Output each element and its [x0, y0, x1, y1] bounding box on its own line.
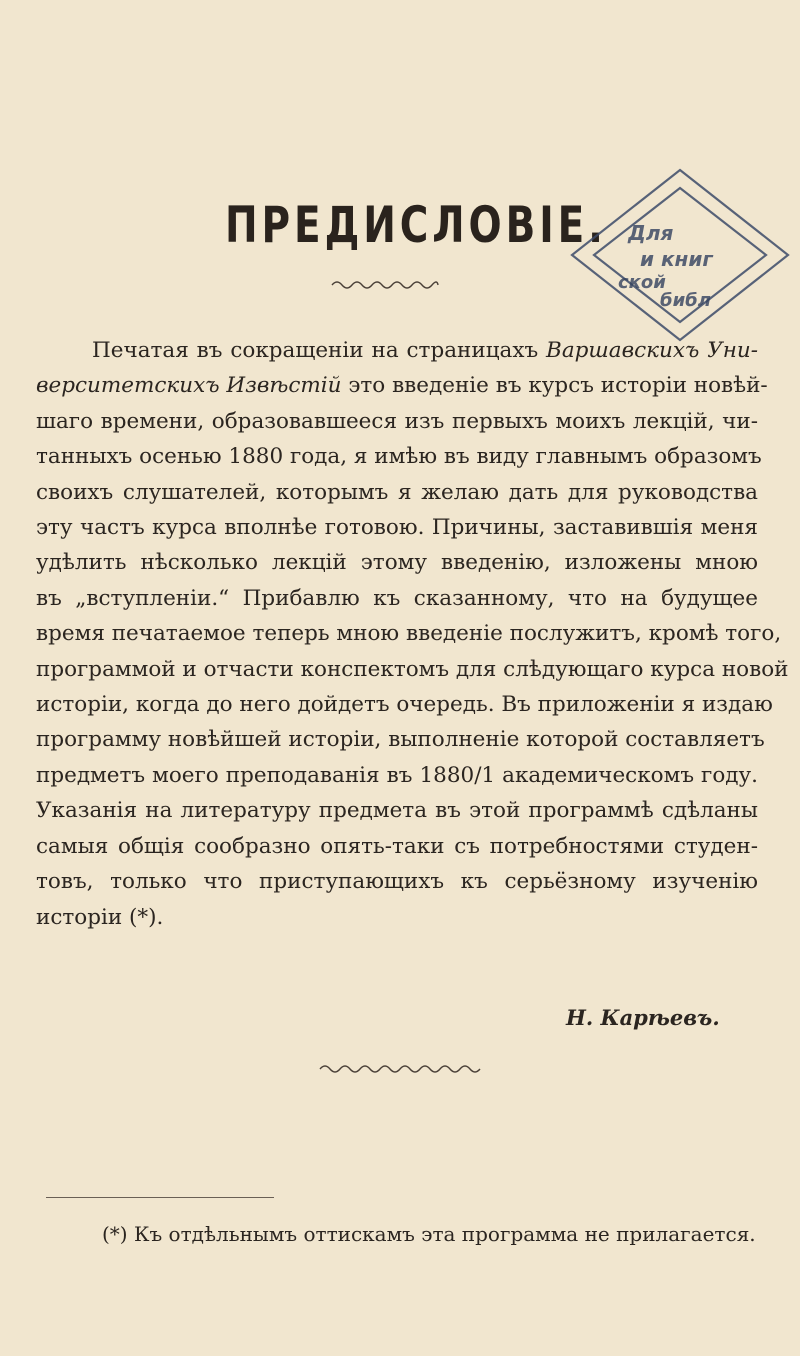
text-line-3: шаго времени, образовавшееся изъ первыхъ моихъ лекцій, чи-: [36, 408, 758, 434]
preface-body: [36, 333, 789, 935]
end-ornament: [318, 1062, 483, 1076]
title-ornament: [330, 278, 440, 292]
text-line-2: верситетскихъ Извѣстій это введеніе въ курсъ исторіи новѣй-: [36, 373, 768, 399]
library-stamp: [560, 160, 800, 350]
stamp-line-3: ской: [618, 272, 666, 293]
text-line-5: своихъ слушателей, которымъ я желаю дать для руководства: [36, 479, 758, 505]
text-line-16: товъ, только что приступающихъ къ серьёзному изученію: [36, 869, 758, 895]
text-line-4: танныхъ осенью 1880 года, я имѣю въ виду главнымъ образомъ: [36, 444, 762, 470]
text-line-6: эту частъ курса вполнѣе готовою. Причины, заставившія меня: [36, 515, 758, 541]
stamp-line-2: и книг: [640, 247, 713, 271]
text-line-1: Печатая въ сокращеніи на страницахъ Варшавскихъ Уни-: [92, 338, 759, 363]
author-signature: Н. Карѣевъ.: [566, 1005, 720, 1030]
text-line-7: удѣлить нѣсколько лекцій этому введенію, изложены мною: [36, 550, 758, 576]
footnote: (*) Къ отдѣльнымъ оттискамъ эта программа не прилагается.: [102, 1222, 756, 1246]
text-line-8: въ „вступленіи.“ Прибавлю къ сказанному, что на будущее: [36, 585, 758, 611]
stamp-line-1: Для: [628, 221, 674, 245]
text-line-17: исторіи (*).: [36, 904, 164, 930]
text-line-14: Указанія на литературу предмета въ этой программѣ сдѣланы: [36, 798, 758, 824]
stamp-line-4: библ: [660, 290, 711, 311]
page-title: ПРЕДИСЛОВІЕ.: [225, 196, 607, 254]
text-line-10: программой и отчасти конспектомъ для слѣдующаго курса новой: [36, 656, 789, 682]
footnote-rule: [46, 1197, 274, 1198]
text-line-12: программу новѣйшей исторіи, выполненіе которой составляетъ: [36, 727, 765, 753]
text-line-15: самыя общія сообразно опять-таки съ потребностями студен-: [36, 833, 758, 859]
text-line-13: предметъ моего преподаванія въ 1880/1 академическомъ году.: [36, 762, 758, 788]
text-line-9: время печатаемое теперь мною введеніе послужитъ, кромѣ того,: [36, 621, 782, 647]
text-line-11: исторіи, когда до него дойдетъ очередь. Въ приложеніи я издаю: [36, 692, 773, 718]
